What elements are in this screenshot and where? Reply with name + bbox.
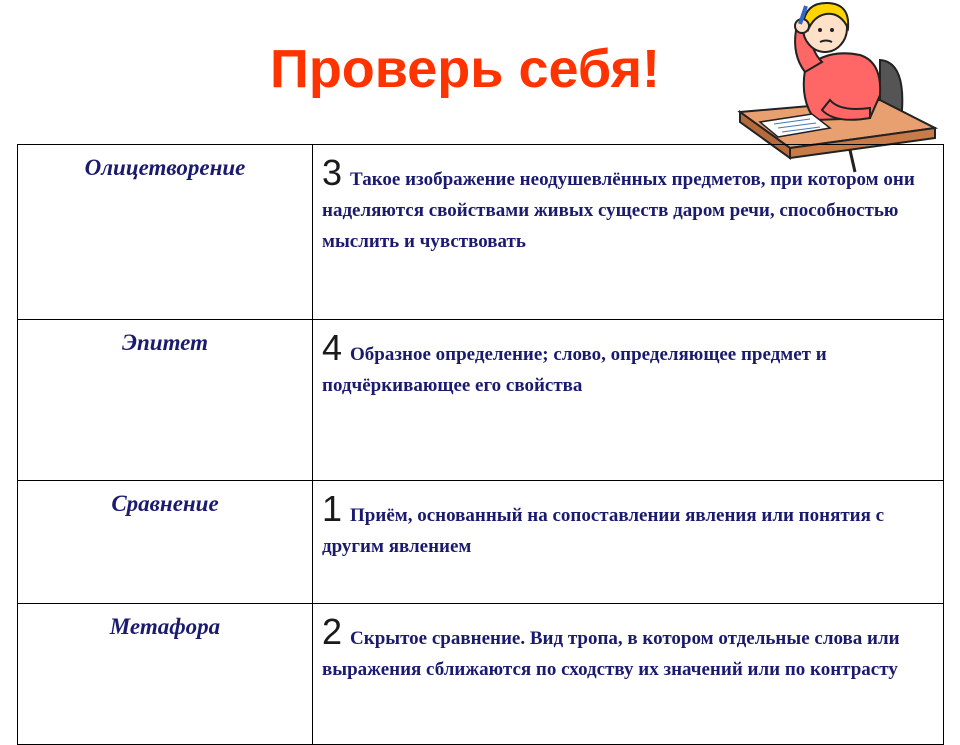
answer-number: 1 bbox=[322, 488, 343, 529]
term-label: Сравнение bbox=[111, 491, 219, 516]
term-cell bbox=[18, 145, 313, 320]
terms-table bbox=[17, 144, 944, 745]
table-row bbox=[18, 320, 944, 481]
table-row bbox=[18, 145, 944, 320]
table-row bbox=[18, 481, 944, 604]
term-cell bbox=[18, 320, 313, 481]
term-label: Метафора bbox=[109, 614, 221, 639]
term-label: Эпитет bbox=[122, 330, 208, 355]
definition-cell bbox=[313, 320, 944, 481]
answer-number: 4 bbox=[322, 327, 343, 368]
definition-cell bbox=[313, 145, 944, 320]
page-title: Проверь себя! bbox=[270, 39, 660, 99]
table-row bbox=[18, 604, 944, 745]
definition-text: Приём, основанный на сопоставлении явления или понятия с другим явлением bbox=[322, 505, 885, 557]
definition-text: Скрытое сравнение. Вид тропа, в котором отдельные слова или выражения сближаются по сходству их значений или по контрасту bbox=[322, 628, 900, 680]
definition-cell bbox=[313, 604, 944, 745]
definition-text: Такое изображение неодушевлённых предметов, при котором они наделяются свойствами живых существ даром речи, способностью мыслить и чувствовать bbox=[322, 169, 915, 252]
term-cell bbox=[18, 481, 313, 604]
term-cell bbox=[18, 604, 313, 745]
answer-number: 3 bbox=[322, 152, 343, 193]
answer-number: 2 bbox=[322, 611, 343, 652]
definition-cell bbox=[313, 481, 944, 604]
term-label: Олицетворение bbox=[84, 155, 246, 180]
definition-text: Образное определение; слово, определяющее предмет и подчёркивающее его свойства bbox=[322, 344, 827, 396]
